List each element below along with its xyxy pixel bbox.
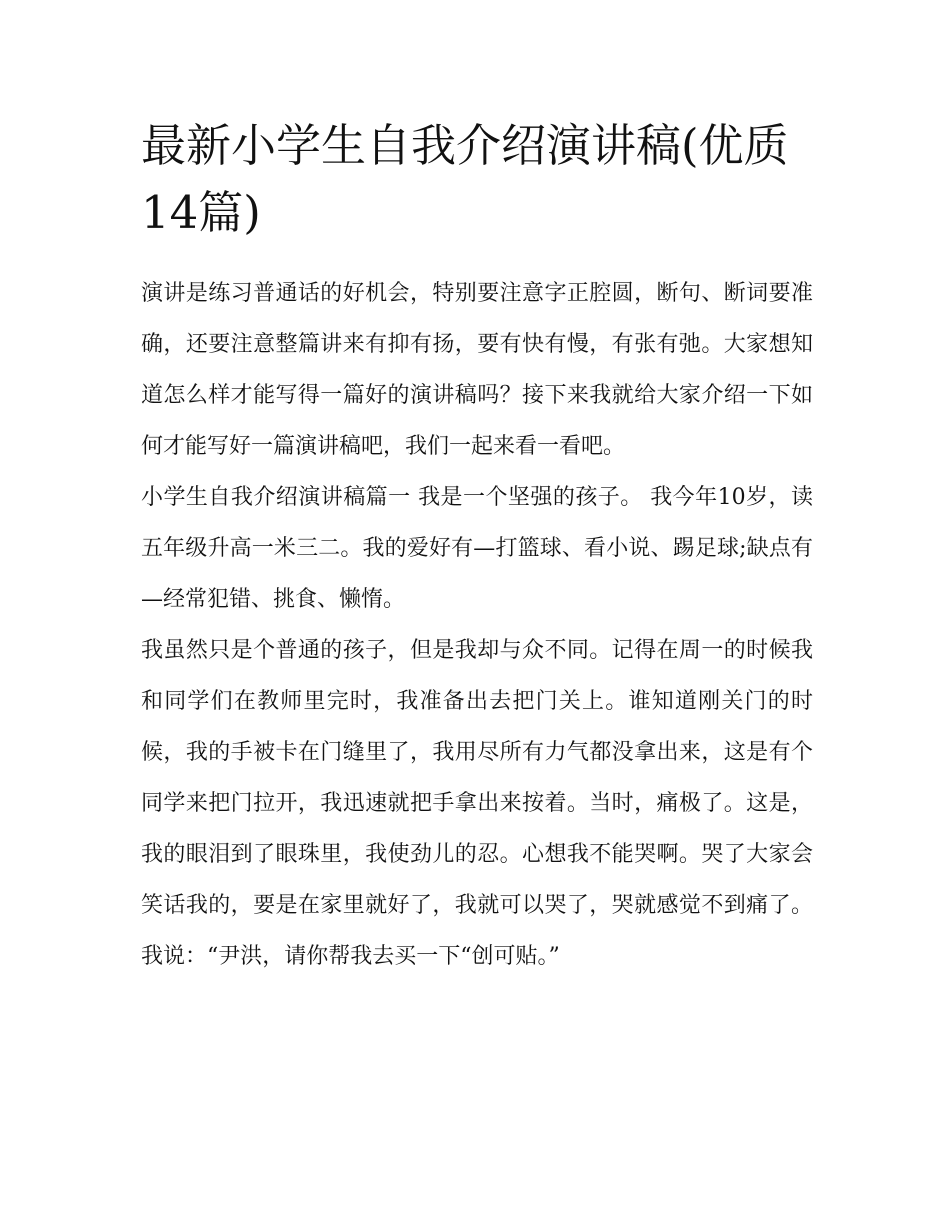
- document-page: [141, 112, 813, 982]
- essay-one-paragraph: 小学生自我介绍演讲稿篇一 我是一个坚强的孩子。 我今年10岁，读五年级升高一米三二。我的爱好有—打篮球、看小说、踢足球;缺点有—经常犯错、挑食、懒惰。: [141, 485, 813, 612]
- document-title: 最新小学生自我介绍演讲稿(优质14篇): [141, 119, 789, 239]
- intro-paragraph: 演讲是练习普通话的好机会，特别要注意字正腔圆，断句、断词要准确，还要注意整篇讲来有抑有扬，要有快有慢，有张有弛。大家想知道怎么样才能写得一篇好的演讲稿吗？接下来我就给大家介绍一下如何才能写好一篇演讲稿吧，我们一起来看一看吧。: [141, 281, 813, 459]
- story-paragraph: 我虽然只是个普通的孩子，但是我却与众不同。记得在周一的时候我和同学们在教师里完时，我准备出去把门关上。谁知道刚关门的时候，我的手被卡在门缝里了，我用尽所有力气都没拿出来，这是有个同学来把门拉开，我迅速就把手拿出来按着。当时，痛极了。这是，我的眼泪到了眼珠里，我使劲儿的忍。心想我不能哭啊。哭了大家会笑话我的，要是在家里就好了，我就可以哭了，哭就感觉不到痛了。我说：“尹洪，请你帮我去买一下“创可贴。”: [141, 638, 813, 969]
